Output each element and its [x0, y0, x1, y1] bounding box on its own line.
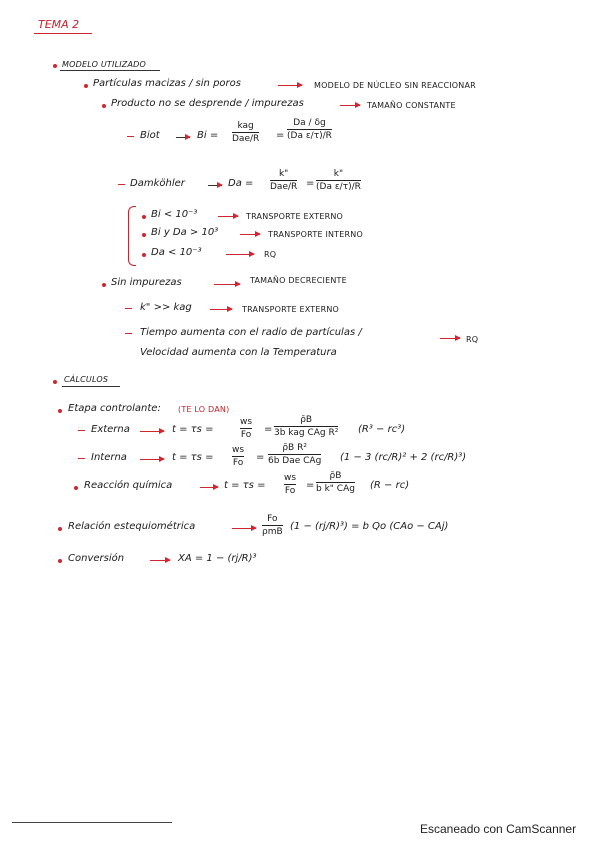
bullet-icon — [53, 64, 57, 68]
bullet-icon — [102, 104, 106, 108]
arrow-icon — [226, 254, 254, 255]
calc-externa-lhs: t = τs = — [172, 424, 214, 435]
biot-label: Biot — [140, 130, 160, 141]
arrow-icon — [200, 487, 218, 488]
etapa-note: (TE LO DAN) — [178, 405, 230, 414]
frac-num: ws — [240, 417, 253, 427]
damkohler-fraction-2 — [316, 169, 361, 192]
noimp-item-1-result: TRANSPORTE EXTERNO — [242, 305, 340, 314]
biot-eq: = — [276, 130, 285, 141]
biot-f1-den: Dae/R — [232, 134, 260, 144]
arrow-icon — [240, 234, 260, 235]
frac-num: ws — [284, 473, 297, 483]
title-underline — [34, 33, 92, 34]
particles-result: MODELO DE NÚCLEO SIN REACCIONAR — [314, 81, 476, 90]
dash-icon — [125, 333, 132, 334]
bullet-icon — [58, 559, 62, 563]
page-title: TEMA 2 — [38, 18, 80, 31]
calc-reaccion-fraction-1 — [284, 473, 296, 496]
damkohler-label: Damköhler — [130, 178, 185, 189]
bullet-icon — [142, 253, 146, 257]
frac-den: Fo — [284, 486, 296, 496]
calc-externa-tail: (R³ − rc³) — [358, 424, 406, 435]
calc-interna-tail: (1 − 3 (rc/R)² + 2 (rc/R)³) — [340, 452, 467, 463]
condition-2: Bi y Da > 10³ — [151, 227, 219, 238]
biot-fraction-2 — [287, 118, 332, 141]
calc-reaccion-label: Reacción química — [84, 480, 173, 491]
footer-line — [12, 822, 172, 823]
etapa-text: Etapa controlante: — [68, 403, 161, 414]
arrow-icon — [176, 137, 190, 138]
condition-1-result: TRANSPORTE EXTERNO — [246, 212, 344, 221]
damkohler-lhs: Da = — [228, 178, 254, 189]
arrow-icon — [214, 284, 240, 285]
bullet-icon — [58, 409, 62, 413]
calc-interna-fraction-2 — [268, 443, 321, 466]
noimp-text: Sin impurezas — [111, 277, 182, 288]
frac-den: Fo — [240, 430, 252, 440]
conversion-expr: XA = 1 − (rj/R)³ — [178, 553, 257, 564]
calc-interna-lhs: t = τs = — [172, 452, 214, 463]
frac-den: Fo — [232, 458, 244, 468]
relacion-fraction — [262, 514, 283, 537]
arrow-icon — [340, 105, 360, 106]
calc-reaccion-lhs: t = τs = — [224, 480, 266, 491]
product-text: Producto no se desprende / impurezas — [111, 98, 304, 109]
calc-reaccion-tail: (R − rc) — [370, 480, 410, 491]
condition-3: Da < 10⁻³ — [151, 247, 202, 258]
frac-den: 3b kag CAg R² — [274, 428, 339, 438]
frac-num: ρ̄B — [300, 415, 313, 425]
calc-externa-fraction-1 — [240, 417, 252, 440]
particles-text: Partículas macizas / sin poros — [93, 78, 241, 89]
damkohler-fraction-1 — [270, 169, 297, 192]
conversion-label: Conversión — [68, 553, 125, 564]
bullet-icon — [142, 233, 146, 237]
frac-den: 6b Dae CAg — [268, 456, 322, 466]
damkohler-eq: = — [306, 178, 315, 189]
relacion-tail: (1 − (rj/R)³) = b Qo (CAo − CAj) — [290, 521, 449, 532]
calc-externa-label: Externa — [91, 424, 130, 435]
bullet-icon — [74, 486, 78, 490]
noimp-continuation: Velocidad aumenta con la Temperatura — [140, 347, 337, 358]
bullet-icon — [84, 84, 88, 88]
bracket-icon — [128, 206, 136, 266]
biot-f1-num: kag — [237, 121, 254, 131]
bullet-icon — [53, 380, 57, 384]
dash-icon — [125, 308, 132, 309]
frac-num: ws — [232, 445, 245, 455]
damkohler-f1-den: Dae/R — [270, 182, 298, 192]
frac-num: ρ̄B R² — [282, 443, 307, 453]
bullet-icon — [142, 215, 146, 219]
calc-interna-label: Interna — [91, 452, 127, 463]
arrow-icon — [150, 560, 170, 561]
scanner-watermark: Escaneado con CamScanner — [420, 822, 577, 836]
damkohler-f1-num: k" — [278, 169, 289, 179]
noimp-item-2-result: RQ — [466, 335, 479, 344]
biot-lhs: Bi = — [197, 130, 219, 141]
calc-externa-eq: = — [264, 424, 273, 435]
heading-underline — [60, 70, 160, 71]
biot-f2-num: Da / δg — [293, 118, 326, 128]
biot-fraction-1 — [232, 121, 259, 144]
section-heading-modelo: MODELO UTILIZADO — [62, 60, 146, 69]
noimp-result: TAMAÑO DECRECIENTE — [250, 276, 347, 285]
damkohler-f2-num: k" — [333, 169, 344, 179]
noimp-item-1: k" >> kag — [140, 302, 192, 313]
arrow-icon — [440, 338, 460, 339]
dash-icon — [78, 430, 85, 431]
arrow-icon — [140, 431, 164, 432]
calc-externa-fraction-2 — [274, 415, 338, 438]
dash-icon — [78, 458, 85, 459]
frac-num: ρ̄B — [329, 471, 342, 481]
condition-2-result: TRANSPORTE INTERNO — [268, 230, 363, 239]
calc-interna-fraction-1 — [232, 445, 244, 468]
arrow-icon — [208, 185, 222, 186]
damkohler-f2-den: (Da ε/τ)/R — [316, 182, 361, 192]
arrow-icon — [140, 459, 164, 460]
condition-1: Bi < 10⁻³ — [151, 209, 198, 220]
frac-den: b k" CAg — [316, 484, 355, 494]
frac-den: ρmB — [262, 527, 283, 537]
arrow-icon — [278, 85, 302, 86]
biot-f2-den: (Da ε/τ)/R — [287, 131, 332, 141]
section-heading-calculos: CÁLCULOS — [64, 375, 109, 384]
dash-icon — [118, 184, 125, 185]
bullet-icon — [58, 527, 62, 531]
calc-reaccion-fraction-2 — [316, 471, 355, 494]
condition-3-result: RQ — [264, 250, 277, 259]
product-result: TAMAÑO CONSTANTE — [367, 101, 456, 110]
heading-underline — [62, 386, 120, 387]
calc-interna-eq: = — [256, 452, 265, 463]
bullet-icon — [102, 283, 106, 287]
calc-reaccion-eq: = — [306, 480, 315, 491]
arrow-icon — [218, 216, 238, 217]
arrow-icon — [232, 528, 256, 529]
dash-icon — [127, 136, 134, 137]
frac-num: Fo — [267, 514, 278, 524]
relacion-label: Relación estequiométrica — [68, 521, 196, 532]
noimp-item-2: Tiempo aumenta con el radio de partículas / — [140, 327, 362, 338]
arrow-icon — [210, 309, 232, 310]
